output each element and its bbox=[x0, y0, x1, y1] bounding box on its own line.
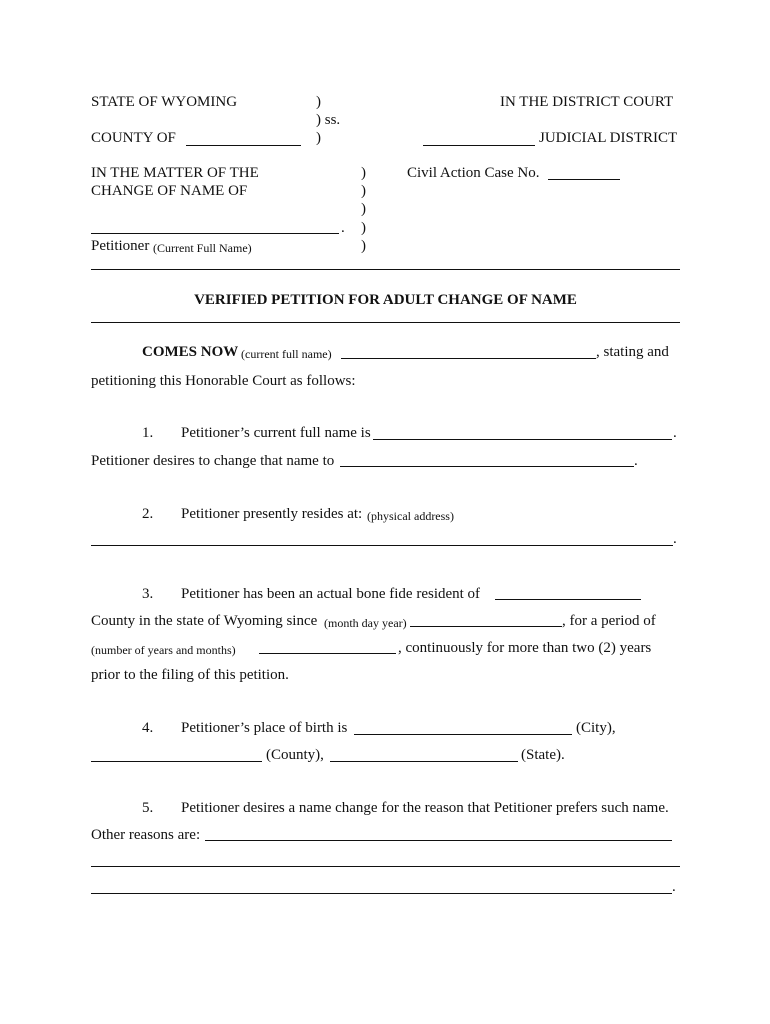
current-name-blank[interactable] bbox=[373, 439, 672, 440]
item-3-period-hint: (number of years and months) bbox=[91, 643, 236, 657]
case-no-label: Civil Action Case No. bbox=[407, 165, 540, 181]
item-2-number: 2. bbox=[142, 506, 154, 522]
case-no-blank[interactable] bbox=[548, 179, 620, 180]
petitioner-name-blank[interactable] bbox=[91, 233, 339, 234]
caption-paren: ) bbox=[361, 220, 366, 236]
item-1-text: Petitioner’s current full name is bbox=[181, 425, 371, 441]
caption-paren: ) bbox=[316, 94, 321, 110]
item-3-line-2a: County in the state of Wyoming since bbox=[91, 613, 318, 629]
intro-hint: (current full name) bbox=[241, 347, 332, 361]
judicial-district-label: JUDICIAL DISTRICT bbox=[539, 130, 678, 146]
other-reasons-blank[interactable] bbox=[205, 840, 672, 841]
period: . bbox=[672, 879, 676, 895]
item-2-text: Petitioner presently resides at: bbox=[181, 506, 363, 522]
caption-paren: ) bbox=[361, 183, 366, 199]
matter-line-1: IN THE MATTER OF THE bbox=[91, 165, 259, 181]
caption-paren: ) bbox=[316, 130, 321, 146]
item-5-number: 5. bbox=[142, 800, 154, 816]
intro-name-blank[interactable] bbox=[341, 358, 596, 359]
ss-label: ) ss. bbox=[316, 112, 341, 128]
county-label: COUNTY OF bbox=[91, 130, 176, 146]
period: . bbox=[673, 425, 677, 441]
comes-now: COMES NOW bbox=[142, 344, 239, 360]
period: . bbox=[673, 531, 677, 547]
district-blank[interactable] bbox=[423, 145, 535, 146]
birth-city-blank[interactable] bbox=[354, 734, 572, 735]
residence-period-blank[interactable] bbox=[259, 653, 396, 654]
residence-date-blank[interactable] bbox=[410, 626, 562, 627]
caption-paren: ) bbox=[361, 165, 366, 181]
birth-county-blank[interactable] bbox=[91, 761, 262, 762]
other-reasons-blank-2[interactable] bbox=[91, 866, 680, 867]
item-3-line-2b: , for a period of bbox=[562, 613, 656, 629]
residence-county-blank[interactable] bbox=[495, 599, 641, 600]
item-1-number: 1. bbox=[142, 425, 154, 441]
address-blank[interactable] bbox=[91, 545, 673, 546]
other-reasons-blank-3[interactable] bbox=[91, 893, 672, 894]
court-label: IN THE DISTRICT COURT bbox=[500, 94, 674, 110]
caption-paren: ) bbox=[361, 238, 366, 254]
petitioner-label: Petitioner bbox=[91, 238, 150, 254]
intro-after: , stating and bbox=[596, 344, 669, 360]
item-3-number: 3. bbox=[142, 586, 154, 602]
county-label-2: (County), bbox=[266, 747, 324, 763]
item-3-line-4: prior to the filing of this petition. bbox=[91, 667, 289, 683]
state-label: STATE OF WYOMING bbox=[91, 94, 238, 110]
item-4-number: 4. bbox=[142, 720, 154, 736]
caption-paren: ) bbox=[361, 201, 366, 217]
divider-top bbox=[91, 269, 680, 270]
period: . bbox=[341, 220, 345, 236]
county-blank[interactable] bbox=[186, 145, 301, 146]
matter-line-2: CHANGE OF NAME OF bbox=[91, 183, 248, 199]
divider-bottom bbox=[91, 322, 680, 323]
item-3-line-3b: , continuously for more than two (2) years bbox=[398, 640, 652, 656]
item-5-text: Petitioner desires a name change for the reason that Petitioner prefers such name. bbox=[181, 800, 669, 816]
city-label: (City), bbox=[576, 720, 616, 736]
item-1-line-2: Petitioner desires to change that name to bbox=[91, 453, 335, 469]
birth-state-blank[interactable] bbox=[330, 761, 518, 762]
other-reasons-label: Other reasons are: bbox=[91, 827, 201, 843]
item-4-text: Petitioner’s place of birth is bbox=[181, 720, 348, 736]
document-title: VERIFIED PETITION FOR ADULT CHANGE OF NAME bbox=[194, 292, 577, 308]
new-name-blank[interactable] bbox=[340, 466, 634, 467]
item-3-text: Petitioner has been an actual bone fide resident of bbox=[181, 586, 481, 602]
period: . bbox=[634, 453, 638, 469]
state-label-2: (State). bbox=[521, 747, 565, 763]
item-3-date-hint: (month day year) bbox=[324, 616, 407, 630]
item-2-hint: (physical address) bbox=[367, 509, 454, 523]
petitioner-hint: (Current Full Name) bbox=[153, 241, 252, 255]
intro-line-2: petitioning this Honorable Court as follows: bbox=[91, 373, 356, 389]
